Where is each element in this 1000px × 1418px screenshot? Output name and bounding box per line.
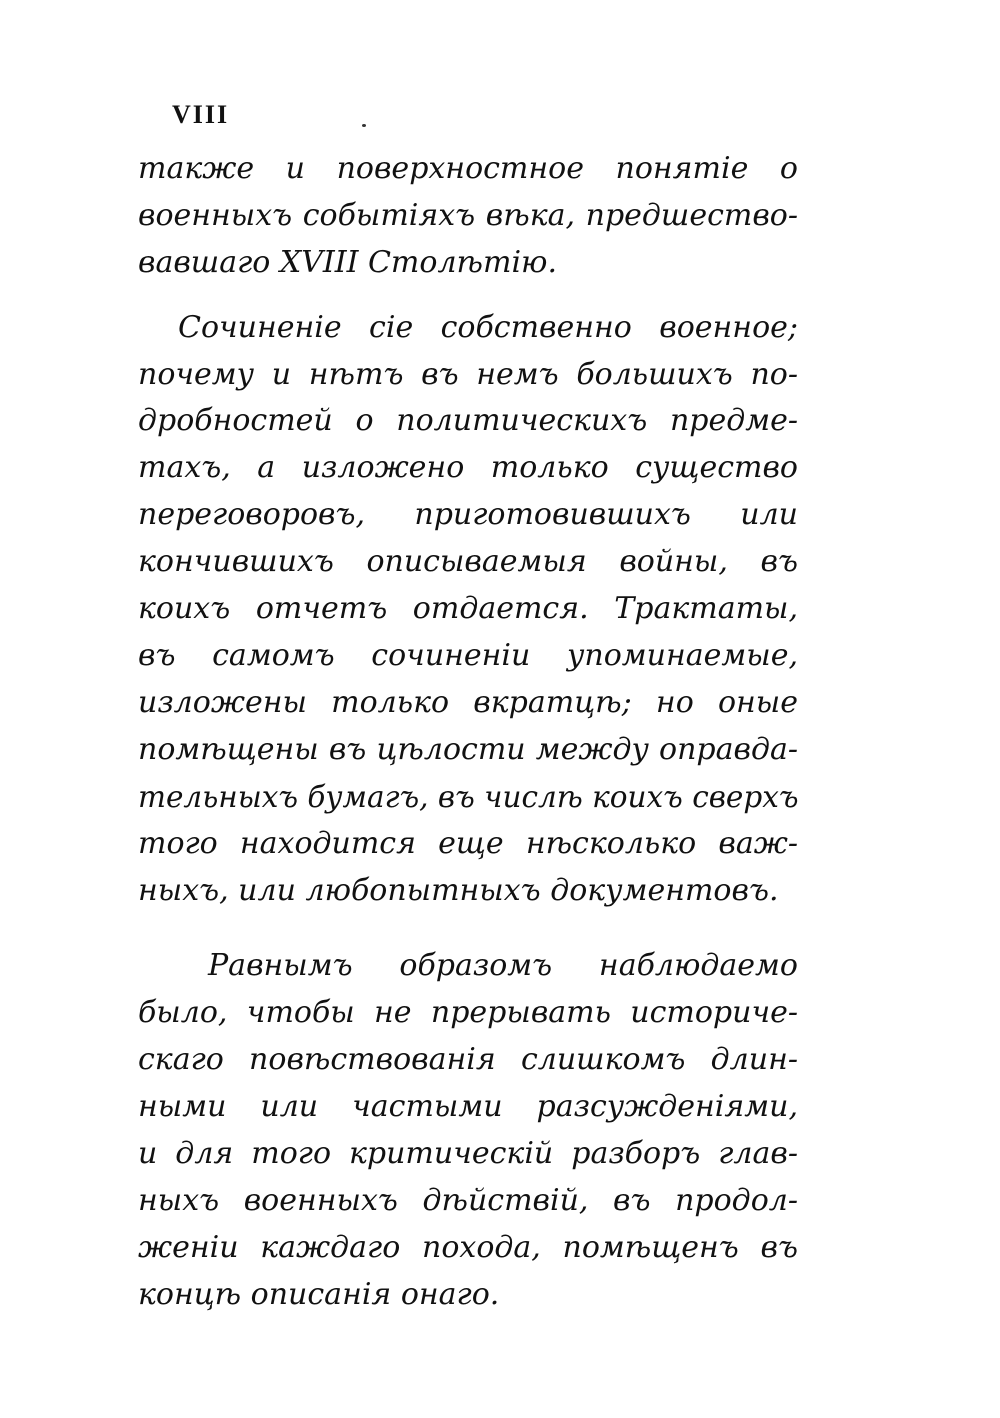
paragraph-2-line-11: тельныхъ бумагъ, въ числѣ коихъ сверхъ bbox=[138, 780, 799, 814]
page-number: VIII bbox=[172, 100, 230, 129]
paragraph-2-line-13: ныхъ, или любопытныхъ документовъ. bbox=[138, 873, 779, 908]
paragraph-3-line-7: женіи каждаго похода, помѣщенъ въ bbox=[138, 1230, 798, 1265]
paragraph-3-line-1: Равнымъ образомъ наблюдаемо bbox=[208, 948, 798, 983]
paragraph-2-line-2: почему и нѣтъ въ немъ большихъ по- bbox=[138, 357, 798, 392]
ink-speck bbox=[362, 124, 366, 127]
paragraph-2-line-12: того находится еще нѣсколько важ- bbox=[138, 826, 798, 861]
paragraph-2-line-9: изложены только вкратцѣ; но оные bbox=[138, 685, 798, 720]
paragraph-3-line-6: ныхъ военныхъ дѣйствій, въ продол- bbox=[138, 1183, 798, 1218]
paragraph-2-line-3: дробностей о политическихъ предме- bbox=[138, 403, 798, 438]
paragraph-2-line-5: переговоровъ, приготовившихъ или bbox=[138, 497, 798, 532]
paragraph-2-line-6: кончившихъ описываемыя войны, въ bbox=[138, 544, 798, 579]
paragraph-2-line-10: помѣщены въ цѣлости между оправда- bbox=[138, 732, 798, 767]
paragraph-2-line-7: коихъ отчетъ отдается. Трактаты, bbox=[138, 591, 798, 626]
paragraph-2-line-4: тахъ, а изложено только существо bbox=[138, 450, 798, 485]
paragraph-2-line-1: Сочиненіе сіе собственно военное; bbox=[178, 310, 798, 345]
paragraph-1-line-2: военныхъ событіяхъ вѣка, предшество- bbox=[138, 198, 798, 233]
paragraph-2-line-8: въ самомъ сочиненіи упоминаемые, bbox=[138, 638, 798, 673]
paragraph-1-line-3: вавшаго XVIII Столѣтію. bbox=[138, 245, 558, 280]
paragraph-3-line-5: и для того критическій разборъ глав- bbox=[138, 1136, 798, 1171]
paragraph-1-line-1: также и поверхностное понятіе о bbox=[138, 151, 798, 186]
paragraph-3-line-4: ными или частыми разсужденіями, bbox=[138, 1089, 798, 1124]
paragraph-3-line-2: было, чтобы не прерывать историче- bbox=[138, 995, 798, 1030]
paragraph-3-line-8: концѣ описанія онаго. bbox=[138, 1277, 500, 1312]
paragraph-3-line-3: скаго повѣствованія слишкомъ длин- bbox=[138, 1042, 798, 1077]
